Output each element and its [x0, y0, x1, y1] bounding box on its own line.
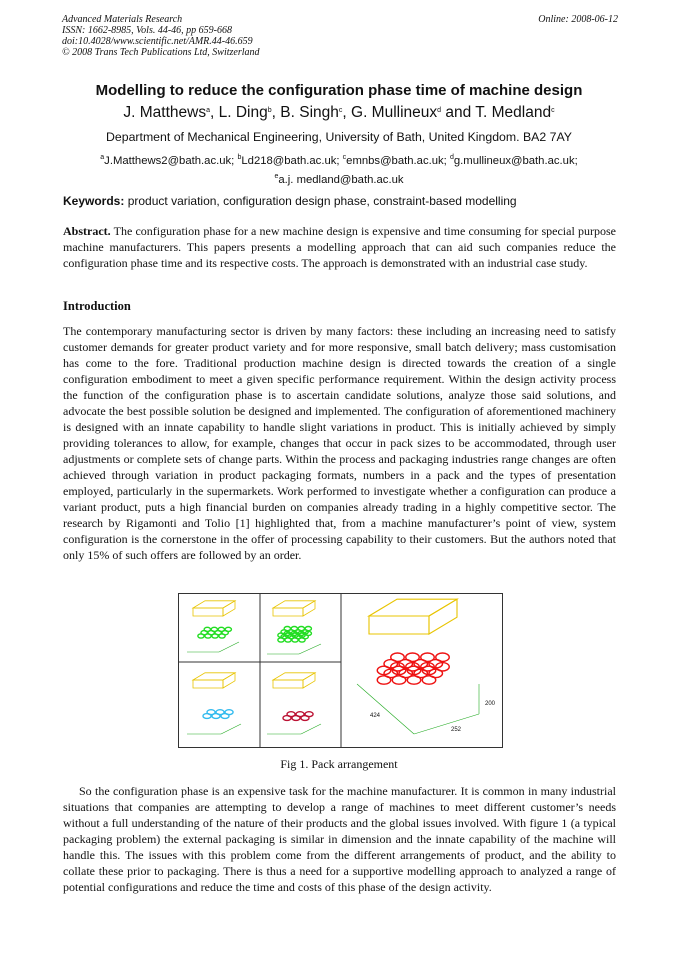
email-mark: b [237, 154, 242, 161]
email-address: g.mullineux@bath.ac.uk; [453, 155, 578, 167]
dimension-line [221, 724, 241, 734]
email-address: emnbs@bath.ac.uk; [346, 155, 450, 167]
pack-item [305, 627, 311, 631]
paper-title: Modelling to reduce the configuration phase time of machine design [95, 82, 583, 99]
author-affil-mark: c [338, 107, 343, 114]
box-front [193, 680, 223, 688]
box-front [273, 608, 303, 616]
keywords-text: product variation, configuration design phase, constraint-based modelling [127, 194, 517, 208]
pack-item [207, 710, 215, 715]
keywords [63, 194, 619, 208]
author-name: T. Medland [475, 104, 552, 121]
pack-item [296, 712, 304, 717]
author-name: B. Singh [280, 104, 339, 121]
author-separator: and [441, 104, 476, 121]
dimension-line [357, 684, 414, 734]
dimension-line [414, 714, 479, 734]
pack-item [406, 653, 420, 661]
abstract-label: Abstract. [63, 224, 111, 238]
author-separator: , [271, 104, 281, 121]
pack-item [391, 653, 405, 661]
email-mark: d [449, 154, 454, 161]
affiliation: Department of Mechanical Engineering, University of Bath, United Kingdom. BA2 7AY [106, 130, 572, 144]
box-front [273, 680, 303, 688]
panel-green-stacked [267, 601, 321, 654]
dim-label-252: 252 [451, 727, 462, 733]
pack-item [305, 712, 313, 717]
box-side [429, 599, 457, 634]
email-mark: a [100, 154, 105, 161]
author-name: L. Ding [218, 104, 268, 121]
box-side [303, 601, 315, 616]
figure-pack-arrangement [178, 593, 503, 748]
dimension-line [219, 642, 239, 652]
section-heading-introduction: Introduction [63, 299, 131, 313]
pack-item [421, 653, 435, 661]
box-side [223, 673, 235, 688]
issn: ISSN: 1662-8985, Vols. 44-46, pp 659-668 [62, 25, 232, 36]
dimension-line [299, 644, 321, 654]
dimension-line [301, 724, 321, 734]
pack-item [204, 627, 210, 631]
pack-item [436, 653, 450, 661]
author-affil-mark: a [206, 107, 210, 114]
author-separator: , [342, 104, 352, 121]
author-list [40, 104, 638, 122]
email-address: J.Matthews2@bath.ac.uk; [104, 155, 238, 167]
journal-header [62, 14, 618, 58]
pack-item [225, 710, 233, 715]
keywords-label: Keywords: [63, 194, 125, 208]
email-address: a.j. medland@bath.ac.uk [278, 174, 404, 186]
dim-label-200: 200 [485, 701, 496, 707]
pack-item [287, 712, 295, 717]
panel-green-small [187, 601, 239, 652]
pack-item [216, 710, 224, 715]
panel-crimson [267, 673, 321, 734]
pack-item [284, 627, 290, 631]
author-affil-mark: d [437, 107, 442, 114]
email-list [50, 150, 628, 188]
email-line-2 [50, 169, 628, 188]
email-address: Ld218@bath.ac.uk; [241, 155, 343, 167]
author-separator: , [210, 104, 219, 121]
author-name: J. Matthews [123, 104, 207, 121]
author-name: G. Mullineux [351, 104, 438, 121]
pack-arrangement-drawing [179, 594, 502, 747]
author-affil-mark: b [267, 107, 272, 114]
online-date: Online: 2008-06-12 [538, 14, 618, 25]
dim-label-424: 424 [370, 713, 381, 719]
copyright: © 2008 Trans Tech Publications Ltd, Switzerland [62, 47, 260, 58]
intro-paragraph: The contemporary manufacturing sector is driven by many factors: these including an increasing need to satisfy customer demands for greater product variety and for more responsive, small batch delivery; mass customisation has come to the fore. Traditional production machine design is directed towards the creation of a single configuration embodiment to meet a given specific performance requirement. Within the design activity process the function of the configuration phase is to ascertain candidate solutions, analyze those said solutions, and advocate the best possible solution be designed and implemented. The configuration of aforementioned machinery is designed with an innate capability to handle slight variations in product. This is initially achieved by simply providing tolerances to allow, for example, changes that occur in pack sizes to be accommodated, through user adjustments or complete sets of change parts. Within the process and packaging industries range changes are often achieved through variation in product packaging formats, numbers in a pack and the types of presentation employed, particularly in the supermarkets. Work performed to investigate whether a configuration can produce a variant product, puts a high financial burden on companies already trading in a highly competitive sector. The research by Rigamonti and Tolio [1] highlighted that, from a machine manufacturer’s point of view, system configuration is the cornerstone in the offer of processing capability to their customers. But the authors noted that only 15% of such offers are followed by an order. [63, 324, 616, 562]
abstract-text: The configuration phase for a new machine design is expensive and time consuming for special purpose machine manufacturers. This papers presents a modelling approach that can aid such companies reduce the configuration phase time and its respective costs. The approach is demonstrated with an industrial case study. [63, 224, 616, 270]
box-front [369, 616, 429, 634]
journal-name: Advanced Materials Research [62, 14, 183, 25]
pack-item [218, 627, 224, 631]
pack-item [291, 627, 297, 631]
figure-caption: Fig 1. Pack arrangement [280, 757, 398, 771]
email-mark: c [342, 154, 347, 161]
email-line-1 [50, 150, 628, 169]
box-side [223, 601, 235, 616]
email-mark: e [274, 173, 279, 180]
box-side [303, 673, 315, 688]
doi: doi:10.4028/www.scientific.net/AMR.44-46.659 [62, 36, 253, 47]
pack-item [225, 627, 231, 631]
abstract [63, 223, 616, 271]
panel-blue [187, 673, 241, 734]
box-front [193, 608, 223, 616]
pack-item [298, 627, 304, 631]
author-affil-mark: c [551, 107, 555, 114]
body-paragraph-2: So the configuration phase is an expensive task for the machine manufacturer. It is common in many industrial situations that companies are attempting to develop a range of machines to meet different customer’s needs without a full understanding of the nature of their products and the global issues involved. With figure 1 (a typical packaging problem) the external packaging is similar in dimension and the innate capability of the machine will handle this. The issues with this problem come from the different arrangements of product, and the ability to collate these prior to packaging. There is thus a need for a supportive modelling approach to analyzed a range of potential configurations and reduce the time and costs of this phase of the design activity. [63, 784, 616, 894]
pack-item [211, 627, 217, 631]
